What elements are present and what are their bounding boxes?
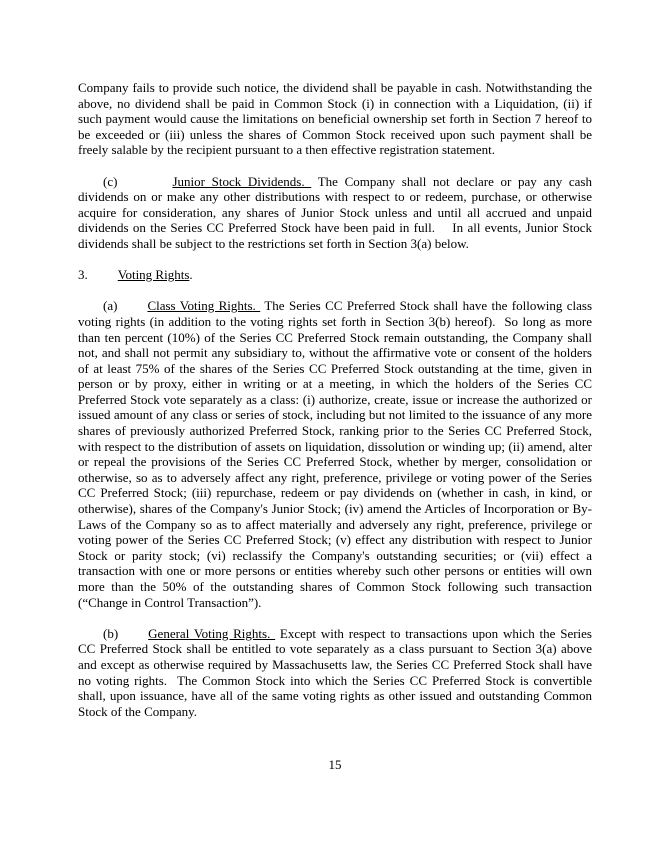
text-run: The Company shall not declare or pay any cash dividends on or make any other distributions with respect to or redeem, purchase, or otherwise acquire for consideration, any shares of Junior Stock unless and until all accrued and unpaid dividends on the Series CC Preferred Stock have been paid in full. In all events, Junior Stock dividends shall be subject to the restrictions set forth in Section 3(a) below. <box>78 173 592 251</box>
text-run: . <box>189 267 193 283</box>
text-run: Except with respect to transactions upon which the Series CC Preferred Stock shall be entitled to vote separately as a class pursuant to Section 3(a) above and except as otherwise required by Massachusetts law, the Series CC Preferred Stock shall have no voting rights. The Common Stock into which the Series CC Preferred Stock is convertible shall, upon issuance, have all of the same voting rights as other issued and outstanding Common Stock of the Company. <box>78 625 592 719</box>
tab-spacer <box>78 185 103 186</box>
heading-junior-stock-dividends: Junior Stock Dividends. <box>172 173 312 189</box>
clause-letter-a: (a) <box>103 298 118 314</box>
section-title: Voting Rights <box>117 267 190 283</box>
para-class-voting-rights <box>78 298 592 610</box>
heading-voting-rights <box>78 267 592 283</box>
section-number: 3. <box>78 267 88 283</box>
tab-spacer <box>117 309 147 310</box>
para-general-voting-rights <box>78 626 592 720</box>
clause-letter-b: (b) <box>103 625 119 641</box>
text-run: Company fails to provide such notice, the dividend shall be payable in cash. Notwithstanding the above, no dividend shall be paid in Common Stock (i) in connection with a Liquidation, (ii) if such payment would cause the limitations on beneficial ownership set forth in Section 7 hereof to be exceeded or (iii) unless the shares of Common Stock received upon such payment shall be freely salable by the recipient pursuant to a then effective registration statement. <box>78 80 592 158</box>
para-junior-stock-dividends <box>78 174 592 252</box>
tab-spacer <box>118 637 148 638</box>
tab-spacer <box>88 278 118 279</box>
tab-spacer <box>78 309 103 310</box>
page-number: 15 <box>328 757 342 772</box>
clause-letter-c: (c) <box>103 173 118 189</box>
heading-general-voting-rights: General Voting Rights. <box>148 625 276 641</box>
tab-spacer <box>78 637 103 638</box>
para-dividend-payable-cash <box>78 80 592 158</box>
document-body <box>78 80 592 735</box>
tab-spacer <box>117 185 172 186</box>
text-run: The Series CC Preferred Stock shall have the following class voting rights (in addition to the voting rights set forth in Section 3(b) hereof). So long as more than ten percent (10%) of the Series CC Preferred Stock remain outstanding, the Company shall not, and shall not permit any subsidiary to, without the affirmative vote or consent of the holders of at least 75% of the shares of the Series CC Preferred Stock outstanding at the time, given in person or by proxy, either in writing or at a meeting, in which the holders of the Series CC Preferred Stock vote separately as a class: (i) authorize, create, issue or increase the authorized or issued amount of any class or series of stock, including but not limited to the issuance of any more shares of previously authorized Preferred Stock, ranking prior to the Series CC Preferred Stock, with respect to the distribution of assets on liquidation, dissolution or winding up; (ii) amend, alter or repeal the provisions of the Series CC Preferred Stock, whether by merger, consolidation or otherwise, so as to adversely affect any right, preference, privilege or voting power of the Series CC Preferred Stock; (iii) repurchase, redeem or pay dividends on (whether in cash, in kind, or otherwise), shares of the Company's Junior Stock; (iv) amend the Articles of Incorporation or By-Laws of the Company so as to affect materially and adversely any right, preference, privilege or voting power of the Series CC Preferred Stock; (v) effect any distribution with respect to Junior Stock or parity stock; (vi) reclassify the Company's outstanding securities; or (vii) effect a transaction with one or more persons or entities whereby such other persons or entities will own more than the 50% of the outstanding shares of Common Stock following such transaction (“Change in Control Transaction”). <box>78 298 592 610</box>
heading-class-voting-rights: Class Voting Rights. <box>147 298 261 314</box>
